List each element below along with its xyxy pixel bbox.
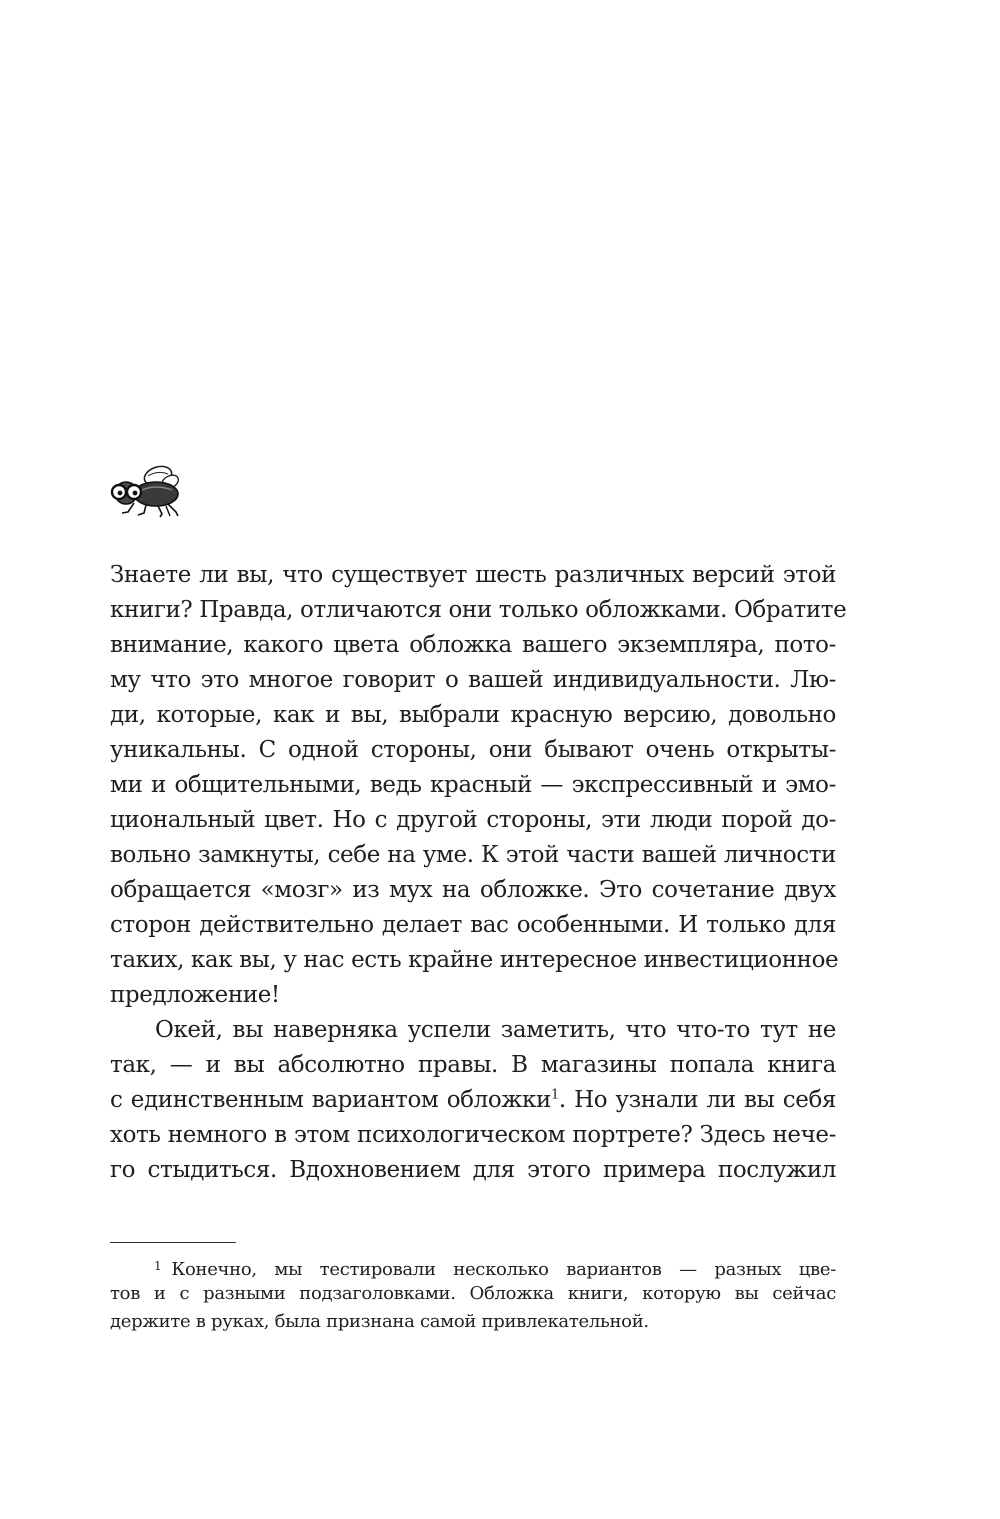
text-segment: . Но узнали ли вы себя	[558, 1087, 837, 1113]
footnote-line: тов и с разными подзаголовками. Обложка книги, которую вы сейчас	[110, 1283, 836, 1304]
text-line: ди, которые, как и вы, выбрали красную версию, довольно	[110, 702, 836, 728]
text-line-with-footnote-ref	[110, 1083, 836, 1118]
text-line: хоть немного в этом психологическом портрете? Здесь нече-	[110, 1122, 836, 1148]
footnote-text: Конечно, мы тестировали несколько вариантов — разных цве-	[171, 1259, 836, 1280]
footnote-mark: 1	[154, 1259, 162, 1273]
text-line: сторон действительно делает вас особенными. И только для	[110, 912, 836, 938]
text-line: внимание, какого цвета обложка вашего экземпляра, пото-	[110, 632, 836, 658]
footnote-line: держите в руках, была признана самой привлекательной.	[110, 1311, 649, 1332]
text-line: вольно замкнуты, себе на уме. К этой части вашей личности	[110, 842, 836, 868]
text-line: предложение!	[110, 982, 280, 1008]
main-text	[110, 558, 847, 1188]
text-line: циональный цвет. Но с другой стороны, эти люди порой до-	[110, 807, 836, 833]
text-line: Знаете ли вы, что существует шесть различных версий этой	[110, 562, 836, 588]
text-segment: с единственным вариантом обложки	[110, 1087, 551, 1113]
text-line: обращается «мозг» из мух на обложке. Это сочетание двух	[110, 877, 836, 903]
footnote-divider	[110, 1242, 236, 1243]
text-line: уникальны. С одной стороны, они бывают очень открыты-	[110, 737, 836, 763]
text-line: таких, как вы, у нас есть крайне интересное инвестиционное	[110, 947, 839, 973]
text-line: му что это многое говорит о вашей индивидуальности. Лю-	[110, 667, 836, 693]
text-line: так, — и вы абсолютно правы. В магазины попала книга	[110, 1052, 836, 1078]
text-line: ми и общительными, ведь красный — экспрессивный и эмо-	[110, 772, 836, 798]
footnote-reference[interactable]: 1	[550, 1087, 559, 1103]
text-line: го стыдиться. Вдохновением для этого примера послужил	[110, 1157, 836, 1183]
footnote-line	[110, 1252, 836, 1280]
text-line: книги? Правда, отличаются они только обложками. Обратите	[110, 597, 847, 623]
text-line: Окей, вы наверняка успели заметить, что что-то тут не	[155, 1017, 836, 1043]
fly-with-glasses-icon	[106, 462, 182, 518]
footnotes	[110, 1252, 836, 1336]
